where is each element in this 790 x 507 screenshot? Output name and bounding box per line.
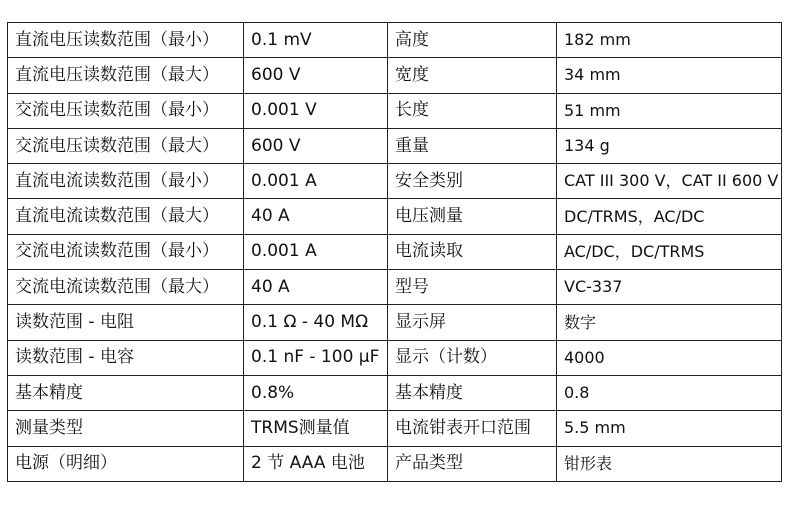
table-row — [8, 340, 782, 375]
spec-value: 134 g — [557, 128, 782, 163]
spec-label: 显示屏 — [388, 305, 557, 340]
spec-label: 电流钳表开口范围 — [388, 411, 557, 446]
spec-label: 型号 — [388, 270, 557, 305]
table-row — [8, 375, 782, 410]
spec-value: 0.001 A — [244, 164, 388, 199]
specifications-table-body — [8, 23, 782, 482]
spec-value: VC-337 — [557, 270, 782, 305]
spec-value: 0.1 nF - 100 µF — [244, 340, 388, 375]
specifications-table — [7, 22, 782, 482]
spec-value: 600 V — [244, 128, 388, 163]
spec-label: 基本精度 — [8, 375, 244, 410]
spec-label: 电压测量 — [388, 199, 557, 234]
spec-value: 40 A — [244, 270, 388, 305]
spec-value: 0.8% — [244, 375, 388, 410]
spec-value: 5.5 mm — [557, 411, 782, 446]
spec-label: 交流电压读数范围（最大） — [8, 128, 244, 163]
spec-value: 0.8 — [557, 375, 782, 410]
spec-label: 产品类型 — [388, 446, 557, 481]
spec-label: 直流电流读数范围（最大） — [8, 199, 244, 234]
spec-value: 51 mm — [557, 93, 782, 128]
spec-label: 高度 — [388, 23, 557, 58]
spec-label: 交流电流读数范围（最大） — [8, 270, 244, 305]
spec-label: 直流电压读数范围（最大） — [8, 58, 244, 93]
table-row — [8, 305, 782, 340]
table-row — [8, 58, 782, 93]
spec-value: 数字 — [557, 305, 782, 340]
spec-value: 0.1 mV — [244, 23, 388, 58]
table-row — [8, 270, 782, 305]
spec-label: 读数范围 - 电阻 — [8, 305, 244, 340]
spec-value: 0.001 A — [244, 234, 388, 269]
spec-value: CAT III 300 V，CAT II 600 V — [557, 164, 782, 199]
table-row — [8, 93, 782, 128]
table-row — [8, 23, 782, 58]
spec-label: 读数范围 - 电容 — [8, 340, 244, 375]
table-row — [8, 199, 782, 234]
spec-label: 电源（明细） — [8, 446, 244, 481]
spec-value: 4000 — [557, 340, 782, 375]
table-row — [8, 164, 782, 199]
table-row — [8, 446, 782, 481]
spec-label: 直流电压读数范围（最小） — [8, 23, 244, 58]
spec-label: 基本精度 — [388, 375, 557, 410]
spec-value: TRMS测量值 — [244, 411, 388, 446]
spec-value: AC/DC，DC/TRMS — [557, 234, 782, 269]
spec-label: 测量类型 — [8, 411, 244, 446]
spec-value: 34 mm — [557, 58, 782, 93]
spec-value: 182 mm — [557, 23, 782, 58]
table-row — [8, 411, 782, 446]
spec-label: 交流电压读数范围（最小） — [8, 93, 244, 128]
spec-label: 直流电流读数范围（最小） — [8, 164, 244, 199]
spec-label: 宽度 — [388, 58, 557, 93]
spec-label: 电流读取 — [388, 234, 557, 269]
spec-label: 交流电流读数范围（最小） — [8, 234, 244, 269]
table-row — [8, 234, 782, 269]
table-row — [8, 128, 782, 163]
spec-value: DC/TRMS，AC/DC — [557, 199, 782, 234]
spec-label: 重量 — [388, 128, 557, 163]
spec-value: 2 节 AAA 电池 — [244, 446, 388, 481]
spec-label: 显示（计数） — [388, 340, 557, 375]
spec-value: 0.1 Ω - 40 MΩ — [244, 305, 388, 340]
spec-value: 0.001 V — [244, 93, 388, 128]
spec-label: 长度 — [388, 93, 557, 128]
spec-label: 安全类别 — [388, 164, 557, 199]
spec-value: 600 V — [244, 58, 388, 93]
spec-value: 钳形表 — [557, 446, 782, 481]
spec-value: 40 A — [244, 199, 388, 234]
